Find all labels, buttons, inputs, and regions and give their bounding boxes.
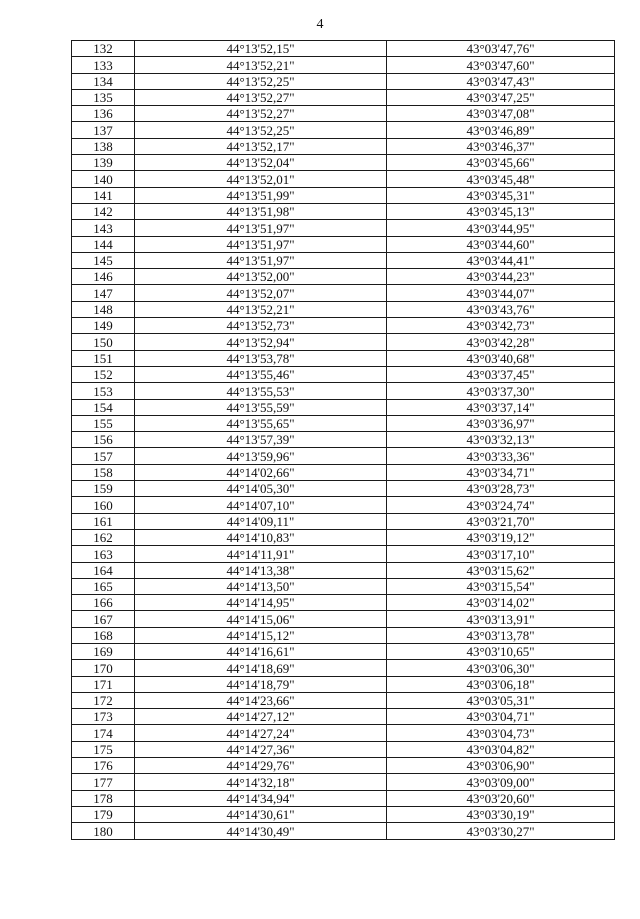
point-number-cell: 174: [72, 725, 135, 741]
latitude-cell: 44°13'52,27": [135, 89, 387, 105]
table-row: [72, 350, 615, 366]
latitude-cell: 44°14'10,83": [135, 529, 387, 545]
longitude-cell: 43°03'30,19": [387, 806, 615, 822]
latitude-cell: 44°14'30,49": [135, 823, 387, 839]
table-row: [72, 399, 615, 415]
latitude-cell: 44°14'15,12": [135, 627, 387, 643]
latitude-cell: 44°13'52,07": [135, 285, 387, 301]
longitude-cell: 43°03'36,97": [387, 415, 615, 431]
latitude-cell: 44°14'02,66": [135, 464, 387, 480]
longitude-cell: 43°03'10,65": [387, 643, 615, 659]
table-row: [72, 57, 615, 73]
longitude-cell: 43°03'45,31": [387, 187, 615, 203]
page-number: 4: [316, 17, 324, 32]
latitude-cell: 44°13'55,53": [135, 383, 387, 399]
longitude-cell: 43°03'46,37": [387, 138, 615, 154]
latitude-cell: 44°13'52,04": [135, 155, 387, 171]
table-row: [72, 823, 615, 839]
table-row: [72, 285, 615, 301]
longitude-cell: 43°03'15,54": [387, 578, 615, 594]
latitude-cell: 44°13'51,97": [135, 220, 387, 236]
table-row: [72, 758, 615, 774]
latitude-cell: 44°13'52,21": [135, 301, 387, 317]
point-number-cell: 168: [72, 627, 135, 643]
longitude-cell: 43°03'45,66": [387, 155, 615, 171]
point-number-cell: 176: [72, 758, 135, 774]
longitude-cell: 43°03'46,89": [387, 122, 615, 138]
longitude-cell: 43°03'04,82": [387, 741, 615, 757]
point-number-cell: 180: [72, 823, 135, 839]
latitude-cell: 44°13'55,65": [135, 415, 387, 431]
longitude-cell: 43°03'47,25": [387, 89, 615, 105]
table-row: [72, 138, 615, 154]
latitude-cell: 44°13'51,97": [135, 236, 387, 252]
longitude-cell: 43°03'04,71": [387, 709, 615, 725]
point-number-cell: 179: [72, 806, 135, 822]
longitude-cell: 43°03'47,76": [387, 41, 615, 57]
latitude-cell: 44°13'52,21": [135, 57, 387, 73]
table-row: [72, 269, 615, 285]
longitude-cell: 43°03'37,30": [387, 383, 615, 399]
longitude-cell: 43°03'06,30": [387, 660, 615, 676]
longitude-cell: 43°03'37,14": [387, 399, 615, 415]
latitude-cell: 44°13'52,00": [135, 269, 387, 285]
table-row: [72, 220, 615, 236]
longitude-cell: 43°03'37,45": [387, 366, 615, 382]
longitude-cell: 43°03'09,00": [387, 774, 615, 790]
point-number-cell: 167: [72, 611, 135, 627]
point-number-cell: 147: [72, 285, 135, 301]
longitude-cell: 43°03'44,41": [387, 252, 615, 268]
longitude-cell: 43°03'32,13": [387, 432, 615, 448]
longitude-cell: 43°03'13,91": [387, 611, 615, 627]
latitude-cell: 44°13'52,15": [135, 41, 387, 57]
longitude-cell: 43°03'21,70": [387, 513, 615, 529]
table-row: [72, 171, 615, 187]
latitude-cell: 44°13'52,27": [135, 106, 387, 122]
point-number-cell: 141: [72, 187, 135, 203]
point-number-cell: 157: [72, 448, 135, 464]
longitude-cell: 43°03'06,90": [387, 758, 615, 774]
longitude-cell: 43°03'42,28": [387, 334, 615, 350]
latitude-cell: 44°14'23,66": [135, 692, 387, 708]
point-number-cell: 164: [72, 562, 135, 578]
latitude-cell: 44°13'52,73": [135, 318, 387, 334]
longitude-cell: 43°03'45,13": [387, 203, 615, 219]
point-number-cell: 165: [72, 578, 135, 594]
table-row: [72, 187, 615, 203]
table-row: [72, 236, 615, 252]
latitude-cell: 44°13'53,78": [135, 350, 387, 366]
longitude-cell: 43°03'30,27": [387, 823, 615, 839]
longitude-cell: 43°03'19,12": [387, 529, 615, 545]
table-row: [72, 611, 615, 627]
point-number-cell: 169: [72, 643, 135, 659]
point-number-cell: 153: [72, 383, 135, 399]
table-row: [72, 89, 615, 105]
latitude-cell: 44°13'59,96": [135, 448, 387, 464]
longitude-cell: 43°03'40,68": [387, 350, 615, 366]
latitude-cell: 44°14'18,69": [135, 660, 387, 676]
point-number-cell: 140: [72, 171, 135, 187]
latitude-cell: 44°14'14,95": [135, 595, 387, 611]
table-row: [72, 203, 615, 219]
point-number-cell: 166: [72, 595, 135, 611]
table-row: [72, 741, 615, 757]
table-row: [72, 366, 615, 382]
longitude-cell: 43°03'17,10": [387, 546, 615, 562]
latitude-cell: 44°14'18,79": [135, 676, 387, 692]
latitude-cell: 44°13'51,98": [135, 203, 387, 219]
table-row: [72, 122, 615, 138]
table-row: [72, 692, 615, 708]
table-row: [72, 432, 615, 448]
latitude-cell: 44°13'52,01": [135, 171, 387, 187]
point-number-cell: 137: [72, 122, 135, 138]
longitude-cell: 43°03'04,73": [387, 725, 615, 741]
latitude-cell: 44°13'55,59": [135, 399, 387, 415]
latitude-cell: 44°13'51,97": [135, 252, 387, 268]
latitude-cell: 44°14'13,38": [135, 562, 387, 578]
table-row: [72, 73, 615, 89]
longitude-cell: 43°03'13,78": [387, 627, 615, 643]
latitude-cell: 44°14'27,36": [135, 741, 387, 757]
table-row: [72, 481, 615, 497]
longitude-cell: 43°03'05,31": [387, 692, 615, 708]
point-number-cell: 172: [72, 692, 135, 708]
point-number-cell: 159: [72, 481, 135, 497]
latitude-cell: 44°13'55,46": [135, 366, 387, 382]
table-row: [72, 448, 615, 464]
table-row: [72, 595, 615, 611]
latitude-cell: 44°14'13,50": [135, 578, 387, 594]
point-number-cell: 163: [72, 546, 135, 562]
longitude-cell: 43°03'14,02": [387, 595, 615, 611]
longitude-cell: 43°03'43,76": [387, 301, 615, 317]
point-number-cell: 135: [72, 89, 135, 105]
latitude-cell: 44°14'07,10": [135, 497, 387, 513]
longitude-cell: 43°03'44,07": [387, 285, 615, 301]
table-row: [72, 627, 615, 643]
longitude-cell: 43°03'42,73": [387, 318, 615, 334]
longitude-cell: 43°03'47,43": [387, 73, 615, 89]
longitude-cell: 43°03'44,95": [387, 220, 615, 236]
latitude-cell: 44°14'34,94": [135, 790, 387, 806]
point-number-cell: 178: [72, 790, 135, 806]
latitude-cell: 44°14'29,76": [135, 758, 387, 774]
latitude-cell: 44°14'27,12": [135, 709, 387, 725]
table-row: [72, 301, 615, 317]
point-number-cell: 170: [72, 660, 135, 676]
point-number-cell: 152: [72, 366, 135, 382]
table-row: [72, 464, 615, 480]
table-row: [72, 383, 615, 399]
latitude-cell: 44°13'52,25": [135, 73, 387, 89]
table-row: [72, 643, 615, 659]
point-number-cell: 175: [72, 741, 135, 757]
point-number-cell: 134: [72, 73, 135, 89]
point-number-cell: 171: [72, 676, 135, 692]
latitude-cell: 44°13'51,99": [135, 187, 387, 203]
point-number-cell: 160: [72, 497, 135, 513]
latitude-cell: 44°14'05,30": [135, 481, 387, 497]
longitude-cell: 43°03'44,23": [387, 269, 615, 285]
latitude-cell: 44°14'27,24": [135, 725, 387, 741]
latitude-cell: 44°13'57,39": [135, 432, 387, 448]
point-number-cell: 142: [72, 203, 135, 219]
table-row: [72, 155, 615, 171]
point-number-cell: 146: [72, 269, 135, 285]
longitude-cell: 43°03'34,71": [387, 464, 615, 480]
latitude-cell: 44°13'52,17": [135, 138, 387, 154]
table-row: [72, 806, 615, 822]
table-row: [72, 529, 615, 545]
table-row: [72, 497, 615, 513]
longitude-cell: 43°03'44,60": [387, 236, 615, 252]
latitude-cell: 44°14'16,61": [135, 643, 387, 659]
table-row: [72, 578, 615, 594]
longitude-cell: 43°03'06,18": [387, 676, 615, 692]
latitude-cell: 44°13'52,25": [135, 122, 387, 138]
point-number-cell: 154: [72, 399, 135, 415]
point-number-cell: 161: [72, 513, 135, 529]
point-number-cell: 133: [72, 57, 135, 73]
point-number-cell: 145: [72, 252, 135, 268]
point-number-cell: 177: [72, 774, 135, 790]
point-number-cell: 144: [72, 236, 135, 252]
point-number-cell: 148: [72, 301, 135, 317]
table-row: [72, 790, 615, 806]
latitude-cell: 44°14'11,91": [135, 546, 387, 562]
point-number-cell: 162: [72, 529, 135, 545]
point-number-cell: 139: [72, 155, 135, 171]
table-row: [72, 676, 615, 692]
coordinates-table-body: [72, 41, 615, 840]
point-number-cell: 158: [72, 464, 135, 480]
point-number-cell: 150: [72, 334, 135, 350]
table-row: [72, 546, 615, 562]
point-number-cell: 136: [72, 106, 135, 122]
point-number-cell: 143: [72, 220, 135, 236]
longitude-cell: 43°03'20,60": [387, 790, 615, 806]
point-number-cell: 173: [72, 709, 135, 725]
latitude-cell: 44°14'32,18": [135, 774, 387, 790]
longitude-cell: 43°03'47,60": [387, 57, 615, 73]
table-row: [72, 415, 615, 431]
longitude-cell: 43°03'24,74": [387, 497, 615, 513]
table-row: [72, 725, 615, 741]
point-number-cell: 151: [72, 350, 135, 366]
table-row: [72, 774, 615, 790]
table-row: [72, 709, 615, 725]
table-row: [72, 660, 615, 676]
point-number-cell: 149: [72, 318, 135, 334]
table-row: [72, 562, 615, 578]
point-number-cell: 138: [72, 138, 135, 154]
coordinates-table: [71, 40, 615, 840]
latitude-cell: 44°14'09,11": [135, 513, 387, 529]
latitude-cell: 44°14'15,06": [135, 611, 387, 627]
point-number-cell: 132: [72, 41, 135, 57]
longitude-cell: 43°03'33,36": [387, 448, 615, 464]
table-row: [72, 513, 615, 529]
longitude-cell: 43°03'45,48": [387, 171, 615, 187]
table-row: [72, 252, 615, 268]
table-row: [72, 334, 615, 350]
latitude-cell: 44°13'52,94": [135, 334, 387, 350]
longitude-cell: 43°03'47,08": [387, 106, 615, 122]
point-number-cell: 155: [72, 415, 135, 431]
table-row: [72, 106, 615, 122]
table-row: [72, 41, 615, 57]
point-number-cell: 156: [72, 432, 135, 448]
longitude-cell: 43°03'28,73": [387, 481, 615, 497]
latitude-cell: 44°14'30,61": [135, 806, 387, 822]
longitude-cell: 43°03'15,62": [387, 562, 615, 578]
table-row: [72, 318, 615, 334]
